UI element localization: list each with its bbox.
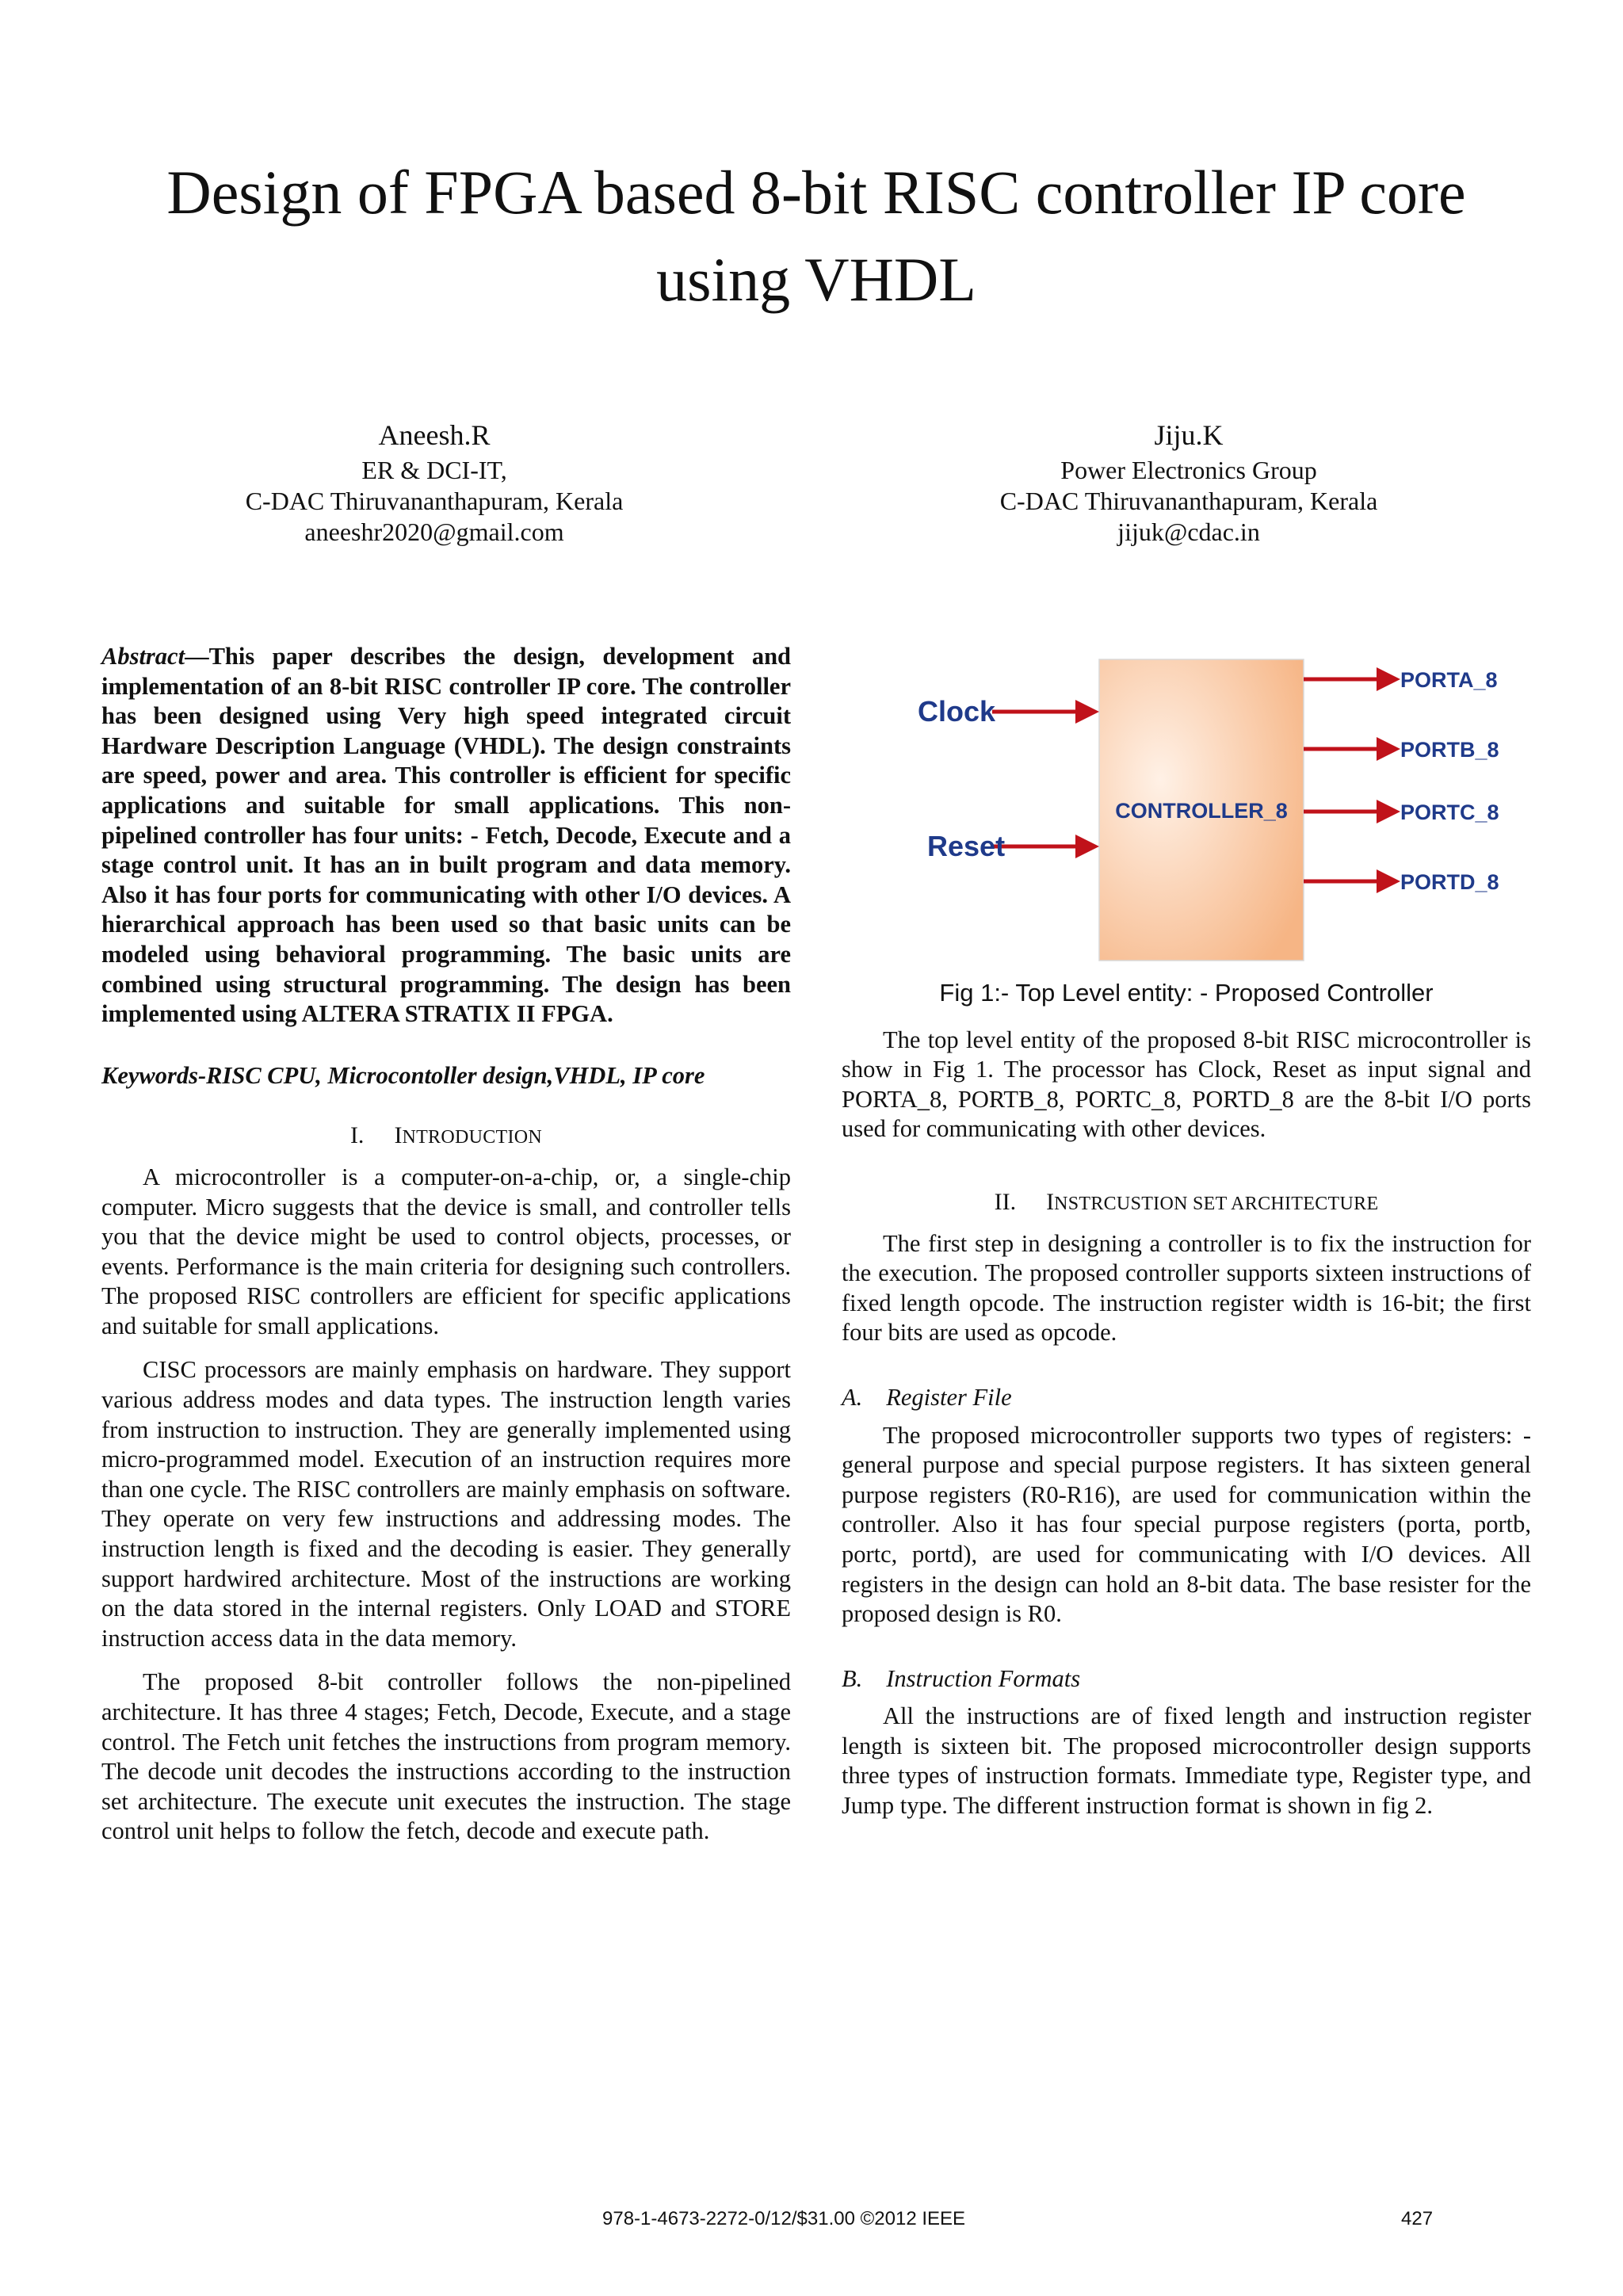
portd-label: PORTD_8 <box>1400 870 1499 894</box>
title-line-2: using VHDL <box>656 245 976 314</box>
section-number: I. <box>349 1122 365 1149</box>
author-email: aneeshr2020@gmail.com <box>304 518 564 546</box>
author-org: C-DAC Thiruvananthapuram, Kerala <box>245 487 624 515</box>
abstract <box>101 642 791 1030</box>
section-title-initial: I <box>394 1122 403 1149</box>
portb-label: PORTB_8 <box>1400 738 1499 762</box>
page-number: 427 <box>1401 2208 1434 2229</box>
section-heading-isa <box>842 1187 1531 1220</box>
author-org: C-DAC Thiruvananthapuram, Kerala <box>999 487 1378 515</box>
intro-paragraph-3: The proposed 8-bit controller follows the non-pipelined architecture. It has three 4 stages; Fetch, Decode, Execute, and a stage control. The Fetch unit fetches the instructions from program memory. The decode unit decodes the instructions according to the instruction set architecture. The execute unit executes the instruction. The stage control unit helps to follow the fetch, decode and execute path. <box>101 1668 791 1845</box>
instruction-formats-paragraph: All the instructions are of fixed length and instruction register length is sixteen bit. The proposed microcontroller design supports three types of instruction formats. Immediate type, Register type, and Jump type. The different instruction format is shown in fig 2. <box>842 1702 1531 1820</box>
author-email: jijuk@cdac.in <box>1117 518 1260 546</box>
right-column <box>842 642 1531 1821</box>
figure-1-top-level-entity <box>842 642 1531 967</box>
abstract-text: —This paper describes the design, development and implementation of an 8-bit RISC controller IP core. The controller has been designed using Very high speed integrated circuit Hardware Description Language (VHDL). The design constraints are speed, power and area. This controller is efficient for specific applications and suitable for small applications. This non-pipelined controller has four units: - Fetch, Decode, Execute and a stage control unit. It has an in built program and data memory. Also it has four ports for communicating with other I/O devices. A hierarchical approach has been used so that basic units can be modeled using behavioral programming. The basic units are combined using structural programming. The design has been implemented using ALTERA STRATIX II FPGA. <box>101 643 791 1028</box>
figure-description-paragraph: The top level entity of the proposed 8-bit RISC microcontroller is show in Fig 1. The processor has Clock, Reset as input signal and PORTA_8, PORTB_8, PORTC_8, PORTD_8 are the 8-bit I/O ports used for communicating with other devices. <box>842 1026 1531 1143</box>
block-diagram <box>842 642 1531 967</box>
section-title-rest: NSTRCUSTION SET ARCHITECTURE <box>1054 1193 1379 1214</box>
subsection-number: A. <box>842 1383 863 1411</box>
title-line-1: Design of FPGA based 8-bit RISC controller IP core <box>166 158 1466 227</box>
author-dept: ER & DCI-IT, <box>361 456 507 484</box>
intro-paragraph-1: A microcontroller is a computer-on-a-chip, or, a single-chip computer. Micro suggests that the device is small, and controller tells you that the device might be used to control objects, processes, or events. Performance is the main criteria for designing such controllers. The proposed RISC controllers are efficient for specific applications and suitable for small applications. <box>101 1163 791 1339</box>
portc-label: PORTC_8 <box>1400 800 1499 824</box>
subsection-title: Instruction Formats <box>886 1664 1081 1692</box>
section-title-rest: NTRODUCTION <box>402 1127 543 1148</box>
controller-label: CONTROLLER_8 <box>1115 799 1288 823</box>
isa-paragraph: The first step in designing a controller is to fix the instruction for the execution. The proposed controller supports sixteen instructions of fixed length opcode. The instruction register width is 16-bit; the first four bits are used as opcode. <box>842 1229 1531 1347</box>
clock-label: Clock <box>918 695 996 728</box>
abstract-label: Abstract <box>101 643 185 670</box>
section-heading-introduction <box>101 1121 791 1153</box>
subsection-heading-instruction-formats <box>842 1664 1531 1694</box>
porta-label: PORTA_8 <box>1400 668 1498 692</box>
subsection-number: B. <box>842 1664 863 1692</box>
intro-paragraph-2: CISC processors are mainly emphasis on hardware. They support various address modes and data types. The instruction length varies from instruction to instruction. They are generally implemented using micro-programmed model. Execution of an instruction requires more than one cycle. The RISC controllers are mainly emphasis on software. They operate on very few instructions and addressing modes. The instruction length is fixed and the decoding is easier. They generally support hardwired architecture. Most of the instructions are working on the data stored in the internal registers. Only LOAD and STORE instruction access data in the data memory. <box>101 1356 791 1652</box>
figure-1-caption: Fig 1:- Top Level entity: - Proposed Controller <box>939 979 1434 1007</box>
left-column <box>101 642 791 1847</box>
author-block-2 <box>888 417 1490 548</box>
footer-isbn: 978-1-4673-2272-0/12/$31.00 ©2012 IEEE <box>602 2208 966 2229</box>
author-name: Jiju.K <box>1154 419 1224 451</box>
subsection-title: Register File <box>886 1383 1012 1411</box>
register-file-paragraph: The proposed microcontroller supports two types of registers: - general purpose and special purpose registers. It has sixteen general purpose registers (R0-R16), are used for communication within the controller. Also it has four special purpose registers (porta, portb, portc, portd), are used for communicating with I/O devices. All registers in the design can hold an 8-bit data. The base resister for the proposed design is R0. <box>842 1421 1531 1628</box>
author-dept: Power Electronics Group <box>1060 456 1317 484</box>
author-name: Aneesh.R <box>378 419 491 451</box>
author-block-1 <box>133 417 735 548</box>
paper-title <box>95 149 1537 323</box>
section-number: II. <box>994 1188 1017 1215</box>
subsection-heading-register-file <box>842 1383 1531 1413</box>
section-title-initial: I <box>1046 1188 1055 1215</box>
reset-label: Reset <box>927 830 1006 862</box>
keywords: Keywords-RISC CPU, Microcontoller design,VHDL, IP core <box>101 1061 705 1089</box>
